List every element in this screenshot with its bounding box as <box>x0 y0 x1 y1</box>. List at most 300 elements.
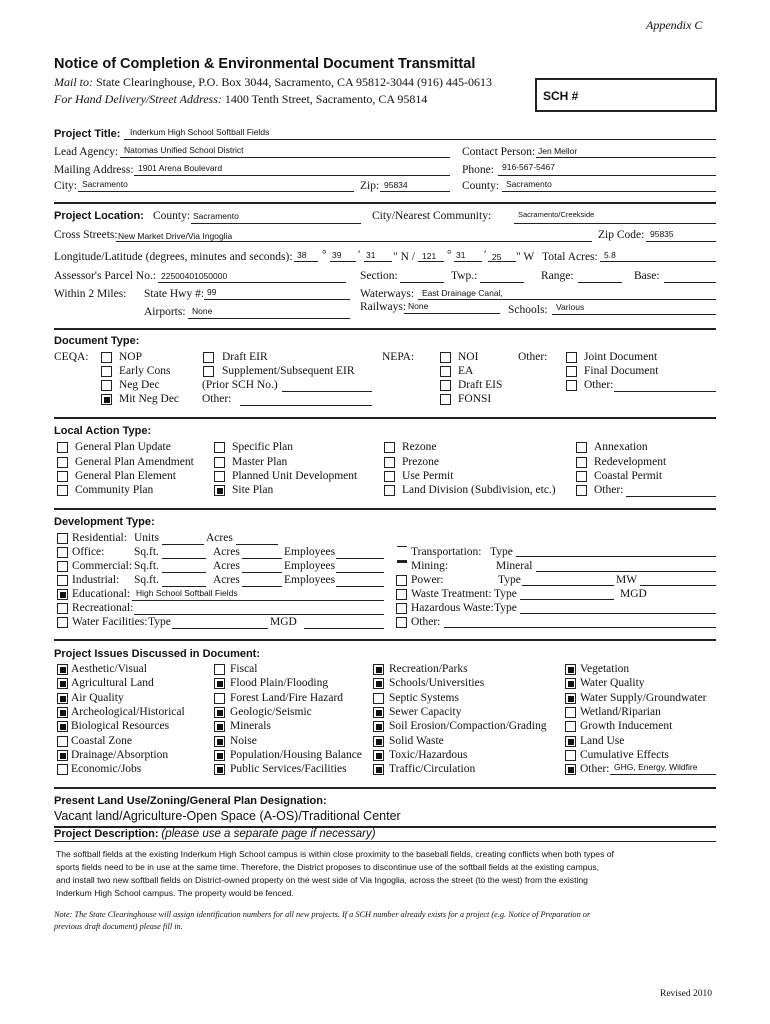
issue-label: Solid Waste <box>389 735 444 747</box>
issue-checkbox[interactable] <box>373 750 384 761</box>
document-type-header: Document Type: <box>54 335 140 347</box>
lat-seconds-line <box>364 261 392 262</box>
lat-minutes-line <box>330 261 356 262</box>
issue-label: Water Supply/Groundwater <box>580 692 707 704</box>
zip-line <box>380 191 450 192</box>
issue-checkbox[interactable] <box>214 750 225 761</box>
apn-value[interactable]: 22500401050000 <box>161 271 228 281</box>
local-other-checkbox[interactable] <box>576 485 587 496</box>
location-county-line <box>191 223 361 224</box>
commercial-employees-label: Employees <box>284 560 336 572</box>
waste-treatment-checkbox[interactable] <box>396 589 407 600</box>
issue-checkbox[interactable] <box>565 664 576 675</box>
issue-label: Septic Systems <box>389 692 459 704</box>
issue-label: Population/Housing Balance <box>230 749 362 761</box>
industrial-sqft-line <box>162 586 206 587</box>
issue-label: Recreation/Parks <box>389 663 468 675</box>
north-label: " N / <box>393 251 415 263</box>
description-line: and install two new softball fields on District-owned property on the west side of Via Ingoglia, across the street (to the west) from the existing <box>56 875 588 885</box>
waste-mgd-label: MGD <box>620 588 647 600</box>
schools-line <box>552 314 716 315</box>
industrial-acres-label: Acres <box>213 574 240 586</box>
description-line: Inderkum High School campus. The property would be fenced. <box>56 888 294 898</box>
land-division-checkbox[interactable] <box>384 485 395 496</box>
county-value[interactable]: Sacramento <box>506 179 552 189</box>
issue-label: Growth Inducement <box>580 720 673 732</box>
divider-location <box>54 202 716 204</box>
waterways-label: Waterways: <box>360 288 414 300</box>
range-label: Range: <box>541 270 574 282</box>
long-minutes-line <box>454 261 482 262</box>
issue-label: Water Quality <box>580 677 645 689</box>
cross-streets-line <box>116 241 592 242</box>
mailing-address-label: Mailing Address: <box>54 164 134 176</box>
issue-checkbox[interactable] <box>565 707 576 718</box>
local-action-col1-item: General Plan Element <box>75 470 176 482</box>
industrial-label: Industrial: <box>72 574 120 586</box>
form-title: Notice of Completion & Environmental Document Transmittal <box>54 56 476 72</box>
power-type-line <box>522 585 614 586</box>
local-action-col1-item: General Plan Update <box>75 441 171 453</box>
residential-checkbox[interactable] <box>57 533 68 544</box>
doc-other2-label: Other: <box>584 379 614 391</box>
divider-issues <box>54 639 716 641</box>
mineral-line <box>536 571 716 572</box>
contact-person-value[interactable]: Jen Mellor <box>538 146 578 156</box>
mit-neg-dec-checkbox[interactable] <box>101 394 112 405</box>
hand-delivery-address: 1400 Tenth Street, Sacramento, CA 95814 <box>224 92 428 106</box>
draft-eir-checkbox[interactable] <box>203 352 214 363</box>
development-other-line <box>444 627 716 628</box>
industrial-sqft-label: Sq.ft. <box>134 574 159 586</box>
issue-checkbox[interactable] <box>565 678 576 689</box>
ea-checkbox[interactable] <box>440 366 451 377</box>
divider-land-use <box>54 787 716 789</box>
issue-checkbox[interactable] <box>57 707 68 718</box>
residential-acres-line <box>236 544 278 545</box>
issue-checkbox[interactable] <box>565 736 576 747</box>
issue-checkbox[interactable] <box>565 764 576 775</box>
range-line <box>578 282 622 283</box>
project-description-heading <box>54 828 376 840</box>
lead-agency-label: Lead Agency: <box>54 146 119 158</box>
ceqa-other-line <box>240 405 372 406</box>
doc-other-line <box>614 391 716 392</box>
issue-label: Aesthetic/Visual <box>71 663 147 675</box>
mw-label: MW <box>616 574 638 586</box>
divider-local-action <box>54 417 716 419</box>
industrial-employees-label: Employees <box>284 574 336 586</box>
issue-checkbox[interactable] <box>214 707 225 718</box>
nop-checkbox[interactable] <box>101 352 112 363</box>
issue-checkbox[interactable] <box>214 693 225 704</box>
issue-checkbox[interactable] <box>373 736 384 747</box>
issue-label: Biological Resources <box>71 720 170 732</box>
noi-checkbox[interactable] <box>440 352 451 363</box>
annexation-checkbox[interactable] <box>576 442 587 453</box>
mining-tick <box>397 560 407 563</box>
location-county-value[interactable]: Sacramento <box>193 211 239 221</box>
local-action-col3-item: Prezone <box>402 456 440 468</box>
issue-checkbox[interactable] <box>57 750 68 761</box>
lat-minutes[interactable]: 39 <box>332 250 342 260</box>
divider-development <box>54 508 716 510</box>
mining-label: Mining: <box>411 560 449 572</box>
neg-dec-label: Neg Dec <box>119 379 160 391</box>
joint-document-checkbox[interactable] <box>566 352 577 363</box>
long-seconds[interactable]: 25 <box>492 252 502 262</box>
local-action-header: Local Action Type: <box>54 425 152 437</box>
apn-line <box>158 282 346 283</box>
nop-label: NOP <box>119 351 143 363</box>
airports-line <box>188 318 350 319</box>
hazardous-type-line <box>520 613 716 614</box>
office-label: Office: <box>72 546 105 558</box>
issue-checkbox[interactable] <box>214 664 225 675</box>
project-issues-header: Project Issues Discussed in Document: <box>54 648 261 660</box>
community-plan-checkbox[interactable] <box>57 485 68 496</box>
nearest-community-value[interactable]: Sacramento/Creekside <box>518 210 595 219</box>
airports-value[interactable]: None <box>192 306 213 316</box>
revised-label: Revised 2010 <box>660 989 712 999</box>
railways-value[interactable]: None <box>408 301 429 311</box>
mailing-address-value[interactable]: 1901 Arena Boulevard <box>138 163 223 173</box>
cross-streets-value[interactable]: New Market Drive/Via Ingoglia <box>118 231 233 241</box>
city-line <box>78 191 354 192</box>
specific-plan-checkbox[interactable] <box>214 442 225 453</box>
commercial-acres-label: Acres <box>213 560 240 572</box>
issue-label: Other: <box>580 763 610 775</box>
mail-to-address: State Clearinghouse, P.O. Box 3044, Sacramento, CA 95812-3044 (916) 445-0613 <box>96 75 492 89</box>
local-action-col2-item: Master Plan <box>232 456 288 468</box>
section-line <box>400 282 444 283</box>
final-document-label: Final Document <box>584 365 659 377</box>
lead-agency-value[interactable]: Natomas Unified School District <box>124 145 244 155</box>
industrial-checkbox[interactable] <box>57 575 68 586</box>
commercial-sqft-label: Sq.ft. <box>134 560 159 572</box>
state-hwy-label: State Hwy #: <box>144 288 205 300</box>
coastal-permit-checkbox[interactable] <box>576 471 587 482</box>
local-action-col2-item: Specific Plan <box>232 441 293 453</box>
lat-seconds[interactable]: 31 <box>366 250 376 260</box>
schools-value[interactable]: Various <box>556 302 585 312</box>
appendix-label: Appendix C <box>646 18 703 32</box>
draft-eir-label: Draft EIR <box>222 351 268 363</box>
redevelopment-checkbox[interactable] <box>576 457 587 468</box>
hazardous-type-label: Type <box>494 602 517 614</box>
waste-type-line <box>520 599 614 600</box>
mw-line <box>640 585 716 586</box>
land-use-value[interactable]: Vacant land/Agriculture-Open Space (A-OS)/Traditional Center <box>54 809 401 823</box>
issue-checkbox[interactable] <box>214 678 225 689</box>
lat-degrees[interactable]: 38 <box>297 250 307 260</box>
section-label: Section: <box>360 270 398 282</box>
office-checkbox[interactable] <box>57 547 68 558</box>
mailing-address-line <box>134 175 450 176</box>
transportation-tick <box>397 546 407 547</box>
city-value[interactable]: Sacramento <box>82 179 128 189</box>
development-other-checkbox[interactable] <box>396 617 407 628</box>
early-cons-label: Early Cons <box>119 365 171 377</box>
issue-label: Fiscal <box>230 663 258 675</box>
issue-label: Drainage/Absorption <box>71 749 169 761</box>
contact-person-line <box>536 157 716 158</box>
water-facilities-label: Water Facilities: <box>72 616 148 628</box>
residential-label: Residential: <box>72 532 127 544</box>
issue-checkbox[interactable] <box>57 736 68 747</box>
railways-line <box>404 313 500 314</box>
state-hwy-value[interactable]: 99 <box>207 287 217 297</box>
lat-degrees-line <box>294 261 318 262</box>
issue-label: Agricultural Land <box>71 677 154 689</box>
divider-document-type <box>54 328 716 330</box>
issue-label: Vegetation <box>580 663 630 675</box>
issue-label: Flood Plain/Flooding <box>230 677 329 689</box>
issue-checkbox[interactable] <box>373 693 384 704</box>
schools-label: Schools: <box>508 304 548 316</box>
units-label: Units <box>134 532 159 544</box>
issue-checkbox[interactable] <box>373 664 384 675</box>
west-label: " W <box>516 251 535 263</box>
noi-label: NOI <box>458 351 479 363</box>
state-hwy-line <box>204 299 350 300</box>
project-title-value[interactable]: Inderkum High School Softball Fields <box>130 127 270 137</box>
issue-label: Wetland/Riparian <box>580 706 661 718</box>
mineral-label: Mineral <box>496 560 533 572</box>
description-line: The softball fields at the existing Inderkum High School campus is within close proximity to the baseball fields, creating conflicts when both types of <box>56 849 614 859</box>
general-plan-element-checkbox[interactable] <box>57 471 68 482</box>
airports-label: Airports: <box>144 306 186 318</box>
ea-label: EA <box>458 365 474 377</box>
issue-checkbox[interactable] <box>565 721 576 732</box>
location-county-label: County: <box>153 210 191 222</box>
local-action-col4-item: Annexation <box>594 441 648 453</box>
location-zip-line <box>646 241 716 242</box>
city-label: City: <box>54 180 78 192</box>
twp-label: Twp.: <box>451 270 478 282</box>
lat-degree-symbol: ° <box>322 249 327 261</box>
issue-checkbox[interactable] <box>565 693 576 704</box>
issue-other-line <box>610 774 716 775</box>
educational-label: Educational: <box>72 588 131 600</box>
transportation-label: Transportation: <box>411 546 482 558</box>
prior-sch-label: (Prior SCH No.) <box>202 379 278 391</box>
contact-person-label: Contact Person: <box>462 146 536 158</box>
office-acres-line <box>242 558 282 559</box>
long-minute-symbol: ′ <box>484 249 487 261</box>
issue-label: Archeological/Historical <box>71 706 185 718</box>
use-permit-checkbox[interactable] <box>384 471 395 482</box>
project-title-line <box>124 139 716 140</box>
master-plan-checkbox[interactable] <box>214 457 225 468</box>
local-action-col4-item: Coastal Permit <box>594 470 663 482</box>
project-location-label: Project Location: <box>54 210 144 222</box>
phone-line <box>498 175 716 176</box>
water-type-label: Type <box>148 616 171 628</box>
issue-checkbox[interactable] <box>57 693 68 704</box>
issue-checkbox[interactable] <box>57 764 68 775</box>
supplement-eir-label: Supplement/Subsequent EIR <box>222 365 355 377</box>
note-line: previous draft document) please fill in. <box>54 922 183 931</box>
issue-label: Geologic/Seismic <box>230 706 312 718</box>
issue-label: Economic/Jobs <box>71 763 142 775</box>
issue-checkbox[interactable] <box>57 721 68 732</box>
issue-checkbox[interactable] <box>57 678 68 689</box>
issue-label: Sewer Capacity <box>389 706 462 718</box>
final-document-checkbox[interactable] <box>566 366 577 377</box>
joint-document-label: Joint Document <box>584 351 658 363</box>
issue-checkbox[interactable] <box>373 678 384 689</box>
issue-other-value[interactable]: GHG, Energy, Wildfire <box>614 762 698 772</box>
issue-checkbox[interactable] <box>373 721 384 732</box>
local-action-col2-item: Site Plan <box>232 484 274 496</box>
issue-label: Noise <box>230 735 257 747</box>
water-type-line <box>172 628 268 629</box>
long-minutes[interactable]: 31 <box>456 250 466 260</box>
apn-label: Assessor's Parcel No.: <box>54 270 157 282</box>
base-label: Base: <box>634 270 660 282</box>
total-acres-label: Total Acres: <box>542 251 598 263</box>
local-action-col4-item: Redevelopment <box>594 456 667 468</box>
draft-eis-label: Draft EIS <box>458 379 503 391</box>
base-line <box>664 282 716 283</box>
project-title-label: Project Title: <box>54 128 121 140</box>
ceqa-other-label: Other: <box>202 393 232 405</box>
power-label: Power: <box>411 574 444 586</box>
commercial-checkbox[interactable] <box>57 561 68 572</box>
recreational-label: Recreational: <box>72 602 134 614</box>
issue-label: Air Quality <box>71 692 124 704</box>
planned-unit-development-checkbox[interactable] <box>214 471 225 482</box>
local-action-col3-item: Use Permit <box>402 470 454 482</box>
prezone-checkbox[interactable] <box>384 457 395 468</box>
educational-value[interactable]: High School Softball Fields <box>136 588 238 598</box>
zip-label: Zip: <box>360 180 380 192</box>
lead-agency-line <box>120 157 450 158</box>
waste-type-label: Type <box>494 588 517 600</box>
long-seconds-line <box>488 261 516 262</box>
office-sqft-label: Sq.ft. <box>134 546 159 558</box>
description-underline <box>54 841 716 842</box>
transportation-type-line <box>516 556 716 557</box>
hazardous-waste-checkbox[interactable] <box>396 603 407 614</box>
issue-label: Toxic/Hazardous <box>389 749 468 761</box>
early-cons-checkbox[interactable] <box>101 366 112 377</box>
issue-label: Soil Erosion/Compaction/Grading <box>389 720 547 732</box>
lat-minute-symbol: ′ <box>358 249 361 261</box>
local-action-col3-item: Land Division (Subdivision, etc.) <box>402 484 556 496</box>
educational-checkbox[interactable] <box>57 589 68 600</box>
issue-checkbox[interactable] <box>565 750 576 761</box>
issue-checkbox[interactable] <box>57 664 68 675</box>
educational-line <box>132 600 384 601</box>
units-line <box>162 544 204 545</box>
issue-label: Traffic/Circulation <box>389 763 476 775</box>
water-mgd-line <box>304 628 384 629</box>
sch-label: SCH # <box>543 89 579 103</box>
sch-number-box[interactable] <box>535 78 717 112</box>
project-description-label: Project Description: <box>54 828 159 840</box>
doc-other-checkbox[interactable] <box>566 380 577 391</box>
issue-label: Public Services/Facilities <box>230 763 347 775</box>
fonsi-checkbox[interactable] <box>440 394 451 405</box>
local-action-col2-item: Planned Unit Development <box>232 470 358 482</box>
commercial-label: Commercial: <box>72 560 133 572</box>
water-mgd-label: MGD <box>270 616 297 628</box>
supplement-eir-checkbox[interactable] <box>203 366 214 377</box>
waterways-value[interactable]: East Drainage Canal, <box>422 288 503 298</box>
rezone-checkbox[interactable] <box>384 442 395 453</box>
local-action-col1-item: General Plan Amendment <box>75 456 194 468</box>
general-plan-amendment-checkbox[interactable] <box>57 457 68 468</box>
recreational-checkbox[interactable] <box>57 603 68 614</box>
location-zip-value[interactable]: 95835 <box>650 229 674 239</box>
issue-label: Minerals <box>230 720 271 732</box>
transportation-type-label: Type <box>490 546 513 558</box>
fonsi-label: FONSI <box>458 393 492 405</box>
draft-eis-checkbox[interactable] <box>440 380 451 391</box>
power-checkbox[interactable] <box>396 575 407 586</box>
mit-neg-dec-label: Mit Neg Dec <box>119 393 180 405</box>
local-action-col1-item: Community Plan <box>75 484 154 496</box>
residential-acres-label: Acres <box>206 532 233 544</box>
phone-value[interactable]: 916-567-5467 <box>502 162 555 172</box>
local-action-col3-item: Rezone <box>402 441 437 453</box>
zip-value[interactable]: 95834 <box>384 180 408 190</box>
long-degrees-line <box>418 261 444 262</box>
within-2-miles-label: Within 2 Miles: <box>54 288 127 300</box>
total-acres-value[interactable]: 5.8 <box>604 250 616 260</box>
general-plan-update-checkbox[interactable] <box>57 442 68 453</box>
office-employees-line <box>336 558 384 559</box>
issue-label: Schools/Universities <box>389 677 485 689</box>
long-degrees[interactable]: 121 <box>422 251 437 261</box>
prior-sch-line <box>282 391 372 392</box>
mail-to-line <box>54 75 492 90</box>
issue-checkbox[interactable] <box>214 721 225 732</box>
issue-label: Forest Land/Fire Hazard <box>230 692 344 704</box>
issue-label: Cumulative Effects <box>580 749 669 761</box>
issue-checkbox[interactable] <box>373 707 384 718</box>
total-acres-line <box>600 261 716 262</box>
issue-label: Coastal Zone <box>71 735 132 747</box>
issue-checkbox[interactable] <box>214 764 225 775</box>
commercial-acres-line <box>242 572 282 573</box>
hand-delivery-line <box>54 92 427 107</box>
waste-treatment-label: Waste Treatment: <box>411 588 492 600</box>
recreational-line <box>134 614 384 615</box>
doc-other-label: Other: <box>518 351 548 363</box>
development-other-label: Other: <box>411 616 441 628</box>
nearest-community-line <box>514 223 716 224</box>
issue-checkbox[interactable] <box>373 764 384 775</box>
latlong-label: Longitude/Latitude (degrees, minutes and seconds): <box>54 251 293 263</box>
office-sqft-line <box>162 558 206 559</box>
nearest-community-label: City/Nearest Community: <box>372 210 492 222</box>
commercial-sqft-line <box>162 572 206 573</box>
office-acres-label: Acres <box>213 546 240 558</box>
project-description-hint: (please use a separate page if necessary) <box>161 828 376 840</box>
neg-dec-checkbox[interactable] <box>101 380 112 391</box>
nepa-label: NEPA: <box>382 351 415 363</box>
mail-to-label: Mail to: <box>54 75 93 89</box>
site-plan-checkbox[interactable] <box>214 485 225 496</box>
cross-streets-label: Cross Streets: <box>54 229 118 241</box>
issue-checkbox[interactable] <box>214 736 225 747</box>
water-facilities-checkbox[interactable] <box>57 617 68 628</box>
twp-line <box>480 282 524 283</box>
note-line: Note: The State Clearinghouse will assign identification numbers for all new projects. If a SCH number already exists for a project (e.g. Notice of Preparation or <box>54 910 591 919</box>
